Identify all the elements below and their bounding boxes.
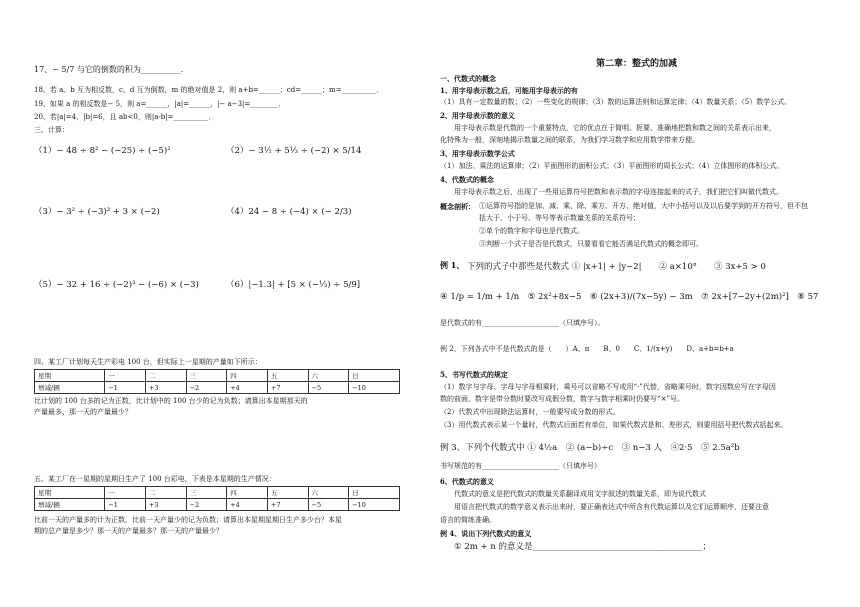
table-cell: +4 — [227, 499, 268, 511]
paragraph: （1）数字与字母、字母与字母相乘时，乘号可以省略不写或用“·”代替，省略乘号时，数字因数应写在字母因 — [440, 383, 776, 391]
calc-6: （6）|−1.3| + [5 × (−⅓) ÷ 5/9] — [226, 280, 361, 290]
calc-5: （5）− 32 + 16 ÷ (−2)³ − (−6) × (−3) — [34, 280, 199, 290]
paragraph: 用字母表示数之后，出现了一些用运算符号把数和表示数的字母连接起来的式子，我们把它们叫做代数式。 — [454, 188, 783, 196]
table-cell: −5 — [308, 382, 349, 394]
paragraph: 用语言把代数式的数学意义表示出来时，要正确表达式中所含有代数运算以及它们运算顺序，还要注意 — [454, 503, 769, 511]
subsection-heading: 2、用字母表示数的意义 — [440, 111, 515, 120]
table-cell: 四 — [227, 370, 268, 382]
table-cell: 二 — [145, 487, 186, 499]
paragraph: 数的前面，数字是带分数时要改写成假分数，数字与数字相乘时仍要写“×”号。 — [440, 395, 685, 403]
table-cell: 五 — [267, 487, 308, 499]
subsection-heading: 1、用字母表示数之后，可能用字母表示的有 — [440, 86, 578, 95]
concept-point-3: ③判断一个式子是否是代数式，只要看看它能否满足代数式的概念即可。 — [479, 240, 703, 248]
problem-5-text-2: 期的总产量是多少？那一天的产量最多？那一天的产量最少？ — [34, 527, 223, 535]
table-cell: −10 — [349, 382, 400, 394]
problem-4-text-1: 比计划的 100 台多的记为正数，比计划中的 100 台少的记为负数；请算出本星期那天的 — [34, 397, 308, 405]
production-table-2 — [34, 486, 400, 511]
concept-label: 概念剖析： — [440, 202, 475, 211]
table-cell: +7 — [267, 382, 308, 394]
table-cell: 增减/辆 — [35, 382, 105, 394]
subsection-heading: 3、用字母表示数学公式 — [440, 149, 515, 158]
example-1-text: 下列的式子中那些是代数式 ① |x+1| + |y−2| ② a×10° ③ 3x+5 > 0 — [467, 262, 766, 272]
concept-point-1: ①运算符号指的是加、减、乘、除、乘方、开方、绝对值，大中小括号以及以后要学到的开方符号，但不包 — [479, 202, 808, 210]
calc-2: （2）− 3½ + 5⅓ ÷ (−2) × 5/14 — [226, 146, 362, 156]
example-4-item-1: ① 2m + n 的意义是________________________________________； — [454, 542, 711, 552]
question-19: 19、如果 a 的相反数是− 5，则 a=______，|a|=______，|− a−3|=________． — [34, 100, 286, 108]
paragraph: （3）用代数式表示某一个量时，代数式后面若有单位，如果代数式是和、差形式，则要用括号把代数式括起来。 — [440, 421, 788, 429]
paragraph: （1）加法、乘法的运算律；（2）平面图形的面积公式；（3）平面图形的周长公式；（4）立体图形的体积公式。 — [440, 162, 784, 170]
question-18: 18、若 a、b 互为相反数，c、d 互为倒数，m 的绝对值是 2，则 a+b=______；cd=______；m=__________． — [34, 86, 384, 94]
question-17: 17、− 5/7 与它的倒数的积为__________． — [34, 65, 189, 74]
table-cell: −2 — [186, 499, 227, 511]
calc-3: （3）− 3² ÷ (−3)² + 3 × (−2) — [34, 207, 160, 217]
section-calc-title: 三、计算： — [34, 126, 69, 134]
table-header-row — [35, 370, 400, 382]
table-header-row — [35, 487, 400, 499]
table-cell: 星期 — [35, 487, 105, 499]
table-cell: −10 — [349, 499, 400, 511]
problem-5-text-1: 比前一天的产量多的计为正数，比前一天产量少的记为负数；请算出本星期星期日生产多少台？本星 — [34, 516, 342, 524]
table-cell: 六 — [308, 370, 349, 382]
paragraph: （2）代数式中出现除法运算时，一般要写成分数的形式。 — [440, 408, 620, 416]
table-cell: 四 — [227, 487, 268, 499]
paragraph: 语言的简练准确。 — [440, 516, 496, 524]
example-2: 例 2、下列各式中不是代数式的是（ ）A、π B、0 C、1/(x+y) D、a+b=b+a — [440, 345, 734, 353]
calc-1: （1）− 48 ÷ 8² − (−25) ÷ (−5)² — [34, 146, 171, 156]
table-cell: 一 — [105, 370, 146, 382]
subsection-heading: 4、代数式的概念 — [440, 175, 494, 184]
table-cell: +7 — [267, 499, 308, 511]
concept-point-2: ②单个的数字和字母也是代数式。 — [479, 227, 584, 235]
problem-4-text-2: 产量最多，那一天的产量最少？ — [34, 408, 132, 416]
table-row — [35, 382, 400, 394]
problem-4-intro: 四、某工厂计划每天生产彩电 100 台，但实际上一星期的产量如下所示： — [34, 358, 262, 366]
paragraph: 用字母表示数是代数的一个重要特点，它的优点在于简明。扼要、准确地把数和数之间的关系表示出来， — [454, 124, 776, 132]
table-cell: +3 — [145, 499, 186, 511]
example-1-label: 例 1、 — [440, 260, 465, 270]
table-cell: 日 — [349, 487, 400, 499]
table-cell: +3 — [145, 382, 186, 394]
table-cell: 六 — [308, 487, 349, 499]
question-20: 20、若|a|=4，|b|=6，且 ab<0，则|a-b|=__________． — [34, 113, 216, 121]
calc-4: （4）24 − 8 ÷ (−4) × (− 2/3) — [226, 207, 352, 217]
problem-5-intro: 五、某工厂在一星期的星期日生产了 100 台彩电，下表是本星期的生产情况： — [34, 475, 276, 483]
table-cell: −5 — [308, 499, 349, 511]
table-cell: −1 — [105, 382, 146, 394]
table-cell: −2 — [186, 382, 227, 394]
example-3-answer: 书写规范的有______________________（只填序号） — [440, 462, 601, 470]
paragraph: 化特殊为一般，深刻地揭示数量之间的联系，为我们学习数学和应用数学带来方便。 — [440, 136, 699, 144]
chapter-title: 第二章：整式的加减 — [596, 59, 678, 69]
paragraph: 代数式的意义是把代数式的数量关系翻译成用文字叙述的数量关系，即为说代数式 — [454, 490, 706, 498]
example-4: 例 4、说出下列代数式的意义 — [440, 529, 532, 538]
subsection-heading: 5、书写代数式的规定 — [440, 370, 508, 379]
table-cell: 二 — [145, 370, 186, 382]
example-1-line-2: ④ 1/p = 1/m + 1/n ⑤ 2x²+8x−5 ⑥ (2x+3)/(7x−5y) − 3m ⑦ 2x+[7−2y+(2m)²] ⑧ 57 — [440, 292, 819, 302]
table-cell: 三 — [186, 370, 227, 382]
table-cell: +4 — [227, 382, 268, 394]
table-cell: 一 — [105, 487, 146, 499]
table-cell: 日 — [349, 370, 400, 382]
example-3: 例 3、下列个代数式中 ① 4½a ② (a−b)÷c ③ n−3 人 ④2·5 ⑤ 2.5a²b — [440, 443, 740, 453]
production-table-1 — [34, 369, 400, 394]
table-row — [35, 499, 400, 511]
concept-point-1b: 括大于、小于号、等号等表示数量关系的关系符号； — [479, 214, 640, 222]
table-cell: 增减/辆 — [35, 499, 105, 511]
table-cell: 三 — [186, 487, 227, 499]
example-1-answer: 是代数式的有______________________（只填序号）。 — [440, 319, 605, 327]
table-cell: 星期 — [35, 370, 105, 382]
table-cell: 五 — [267, 370, 308, 382]
table-cell: −1 — [105, 499, 146, 511]
paragraph: （1）具有一定数量的数；（2）一些变化的规律；（3）数的运算法则和运算定律；（4）数量关系；（5）数学公式。 — [440, 98, 792, 106]
subsection-heading: 6、代数式的意义 — [440, 477, 494, 486]
section-heading: 一、代数式的概念 — [440, 74, 496, 83]
